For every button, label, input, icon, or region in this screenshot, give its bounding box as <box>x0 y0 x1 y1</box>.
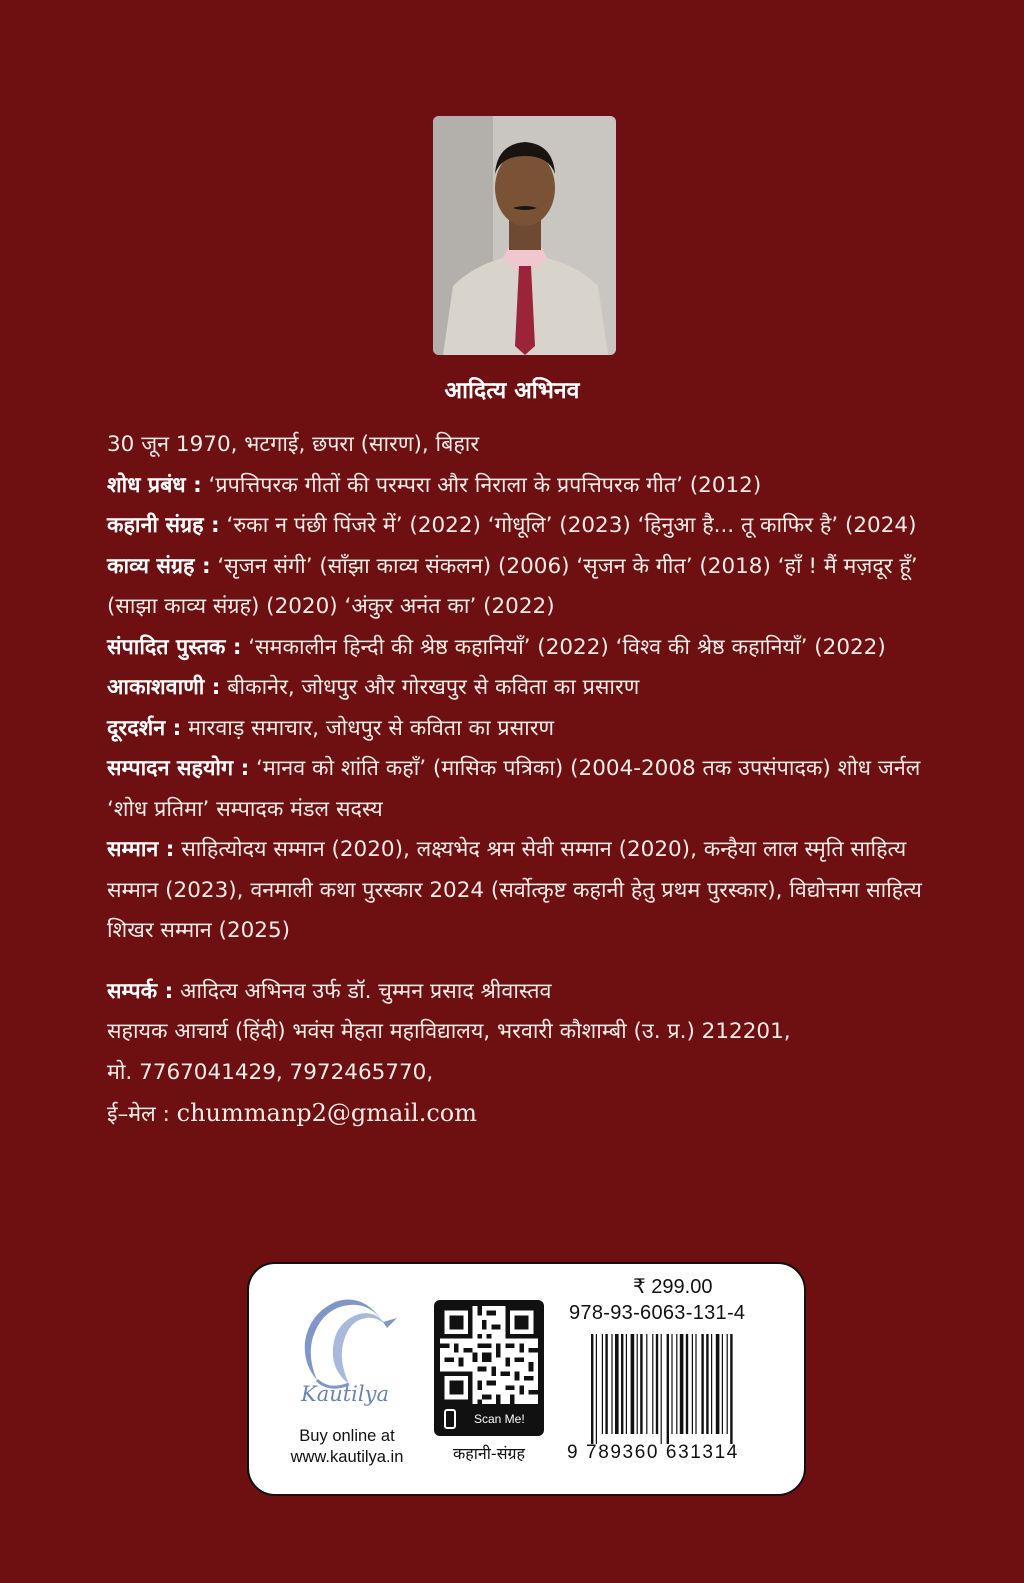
barcode-bar <box>680 1334 684 1434</box>
contact-email-line <box>107 1093 947 1136</box>
bio-label: सम्मान : <box>107 837 175 862</box>
scan-me-label <box>434 1408 544 1432</box>
barcode-bar <box>631 1334 635 1434</box>
bio-entry-radio <box>107 668 947 709</box>
barcode-bar <box>640 1334 642 1434</box>
barcode-bar <box>701 1334 703 1434</box>
bio-label: संपादित पुस्तक : <box>107 634 242 660</box>
bio-text: ‘मानव को शांति कहाँ’ (मासिक पत्रिका) (2004-2008 तक उपसंपादक) शोध जर्नल ‘शोध प्रतिमा’ सम्पादक मंडल सदस्य <box>107 756 921 822</box>
scan-text: Scan Me! <box>474 1412 525 1426</box>
bio-text: ‘रुका न पंछी पिंजरे में’ (2022) ‘गोधूलि’ (2023) ‘हिनुआ है... तू काफिर है’ (2024) <box>219 513 917 538</box>
bio-text: बीकानेर, जोधपुर और गोरखपुर से कविता का प्रसारण <box>220 675 640 700</box>
barcode-bar <box>695 1334 696 1434</box>
author-photo <box>433 116 616 355</box>
barcode-bar <box>605 1334 607 1434</box>
bio-entry-story-collections <box>107 506 947 547</box>
bio-text: ‘समकालीन हिन्दी की श्रेष्ठ कहानियाँ’ (2022) ‘विश्व की श्रेष्ठ कहानियाँ’ (2022) <box>241 634 886 660</box>
barcode-bar <box>656 1334 658 1434</box>
contact-name: आदित्य अभिनव उर्फ डॉ. चुम्मन प्रसाद श्रीवास्तव <box>173 978 552 1004</box>
barcode-bar <box>602 1334 603 1434</box>
bio-label: कहानी संग्रह : <box>107 513 220 538</box>
barcode-bar <box>716 1334 720 1434</box>
bio-entry-poetry-collections <box>107 547 947 628</box>
bio-entry-research <box>107 466 947 507</box>
bio-label: काव्य संग्रह : <box>107 553 211 579</box>
bio-text: मारवाड़ समाचार, जोधपुर से कविता का प्रसारण <box>181 715 555 741</box>
bio-entry-television <box>107 709 947 750</box>
barcode-bar <box>686 1334 688 1434</box>
author-name: आदित्य अभिनव <box>444 378 580 404</box>
spacer <box>107 952 947 972</box>
birth-details: 30 जून 1970, भटगाई, छपरा (सारण), बिहार <box>107 432 480 457</box>
bio-label: आकाशवाणी : <box>107 675 221 700</box>
contact-label: सम्पर्क : <box>107 978 174 1004</box>
book-price: ₹ 299.00 <box>633 1276 713 1298</box>
barcode-bar <box>727 1334 728 1434</box>
qr-code-pattern <box>440 1306 538 1404</box>
back-cover-info-box <box>247 1262 806 1496</box>
barcode-bar <box>667 1334 669 1444</box>
book-genre: कहानी-संग्रह <box>452 1444 526 1463</box>
barcode-bar <box>626 1334 627 1434</box>
author-bio <box>107 425 947 1136</box>
barcode-digits: 9 789360 631314 <box>567 1442 739 1463</box>
email-address[interactable]: chummanp2@gmail.com <box>176 1099 477 1127</box>
bio-label: सम्पादन सहयोग : <box>107 756 250 781</box>
bio-label: शोध प्रबंध : <box>107 472 202 498</box>
contact-line <box>107 972 947 1013</box>
qr-code[interactable] <box>434 1300 544 1436</box>
buy-online-text <box>267 1426 427 1468</box>
contact-phone: मो. 7767041429, 7972465770, <box>107 1059 434 1085</box>
barcode-icon <box>589 1334 769 1444</box>
barcode-bar <box>591 1334 593 1444</box>
website-link[interactable]: www.kautilya.in <box>290 1448 404 1466</box>
qr-icon <box>440 1306 538 1404</box>
barcode-bar <box>722 1334 723 1434</box>
barcode-bar <box>652 1334 653 1434</box>
barcode-bar <box>676 1334 677 1434</box>
phone-icon <box>444 1409 456 1429</box>
barcode-bar <box>671 1334 672 1434</box>
bio-text: ‘प्रपत्तिपरक गीतों की परम्परा और निराला के प्रपत्तिपरक गीत’ (2012) <box>201 472 762 498</box>
barcode-bar <box>730 1334 732 1444</box>
bio-entry-honours <box>107 830 947 952</box>
barcode-bar <box>611 1334 612 1434</box>
barcode-bar <box>711 1334 712 1434</box>
publisher-logo-text: Kautilya <box>301 1382 389 1406</box>
barcode-bar <box>621 1334 623 1434</box>
contact-address: सहायक आचार्य (हिंदी) भवंस मेहता महाविद्यालय, भरवारी कौशाम्बी (उ. प्र.) 212201, <box>107 1019 791 1044</box>
isbn-barcode <box>589 1334 769 1444</box>
barcode-bar <box>661 1334 662 1444</box>
bio-label: दूरदर्शन : <box>107 715 182 741</box>
barcode-bar <box>706 1334 708 1434</box>
bio-entry-edited-books <box>107 628 947 669</box>
barcode-bar <box>596 1334 597 1444</box>
author-portrait-image <box>433 116 616 355</box>
barcode-bar <box>637 1334 638 1434</box>
isbn-number: 978-93-6063-131-4 <box>569 1302 746 1324</box>
email-label: ई–मेल : <box>107 1102 177 1127</box>
bio-entry-editorial <box>107 749 947 830</box>
barcode-bar <box>692 1334 693 1434</box>
barcode-bar <box>615 1334 619 1434</box>
bio-text: ‘सृजन संगी’ (साँझा काव्य संकलन) (2006) ‘सृजन के गीत’ (2018) ‘हाँ ! मैं मज़दूर हूँ’ (साझा काव्य संग्रह) (2020) ‘अंकुर अनंत का’ (2022) <box>107 553 918 619</box>
buy-line: Buy online at <box>299 1427 395 1445</box>
barcode-bar <box>646 1334 647 1434</box>
bio-text: साहित्योदय सम्मान (2020), लक्ष्यभेद श्रम सेवी सम्मान (2020), कन्हैया लाल स्मृति साहित्य सम्मान (2023), वनमाली कथा पुरस्कार 2024 (सर्वोत्कृष्ट कहानी हेतु प्रथम पुरस्कार), विद्योत्तमा साहित्य शिखर सम्मान (2025) <box>107 837 922 943</box>
